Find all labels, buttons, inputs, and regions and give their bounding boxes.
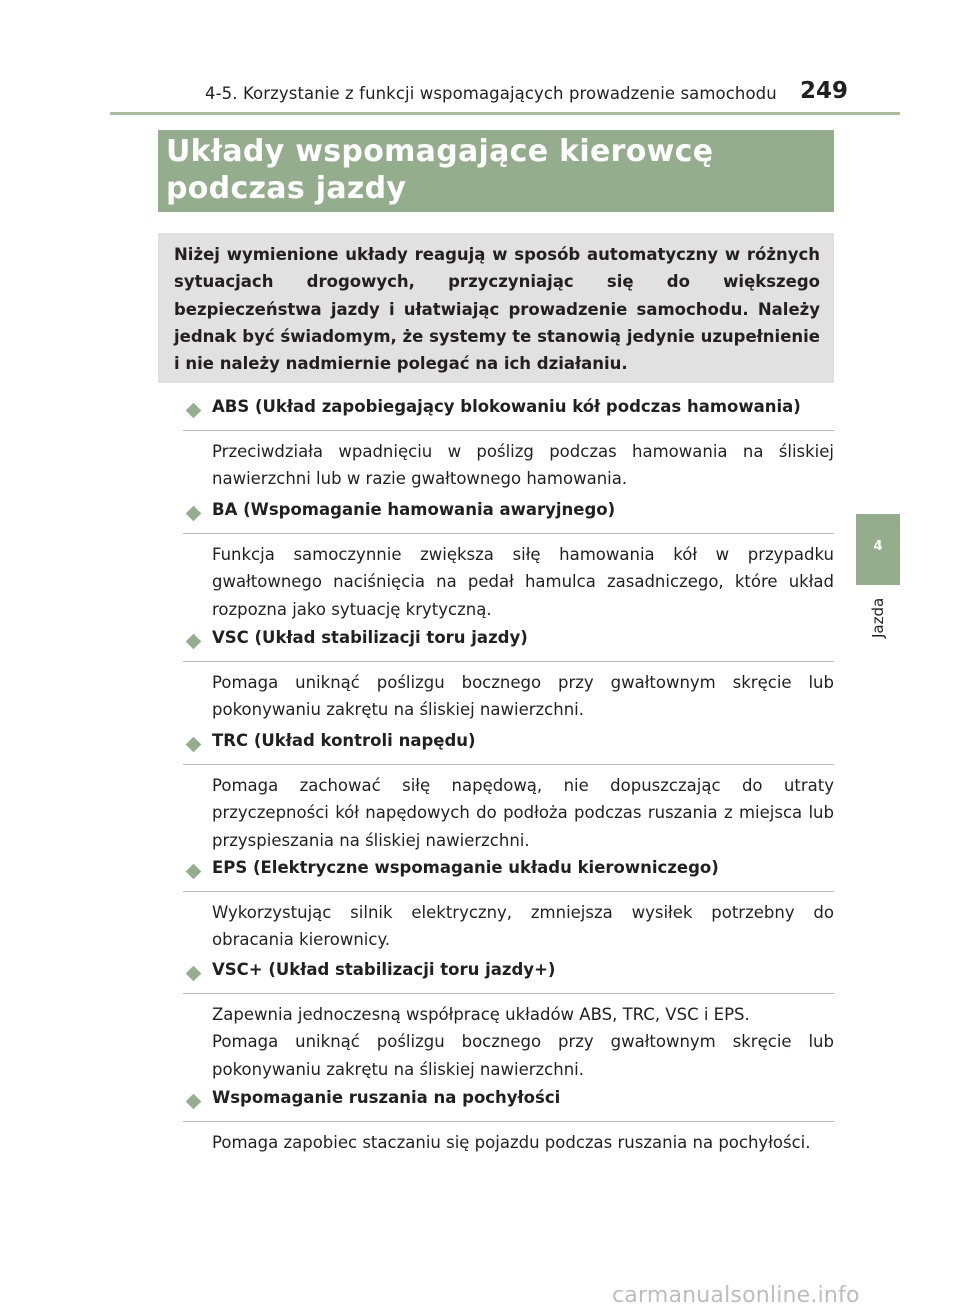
feature-heading (186, 395, 834, 431)
feature-heading (186, 626, 834, 662)
intro-text: Niżej wymienione układy reagują w sposób automatyczny w różnych sytuacjach drogowych, przyczyniając się do większego bezpieczeństwa jazdy i ułatwiając prowadzenie samochodu. Należy jednak być świadomym, że systemy te stanowią jedynie uzupełnienie i nie należy nadmiernie polegać na ich działaniu. (174, 245, 820, 374)
feature-title: ABS (Układ zapobiegający blokowaniu kół podczas hamowania) (212, 397, 801, 416)
feature-title: VSC+ (Układ stabilizacji toru jazdy+) (212, 960, 556, 979)
feature-divider (183, 993, 834, 994)
feature-divider (183, 891, 834, 892)
page-number: 249 (800, 78, 849, 104)
feature-description: Pomaga uniknąć poślizgu bocznego przy gwałtownym skręcie lub pokonywaniu zakrętu na śliskiej nawierzchni. (212, 673, 834, 720)
diamond-bullet-icon (186, 864, 202, 880)
page-title-line-1: Układy wspomagające kierowcę (166, 134, 714, 169)
feature-description: Pomaga zapobiec staczaniu się pojazdu podczas ruszania na pochyłości. (212, 1133, 811, 1152)
feature-description: Funkcja samoczynnie zwiększa siłę hamowania kół w przypadku gwałtownego naciśnięcia na pedał hamulca zasadniczego, które układ rozpozna jako sytuację krytyczną. (212, 545, 834, 619)
feature-title: VSC (Układ stabilizacji toru jazdy) (212, 628, 528, 647)
page-title (166, 133, 713, 207)
feature-heading (186, 856, 834, 892)
feature-description: Przeciwdziała wpadnięciu w poślizg podczas hamowania na śliskiej nawierzchni lub w razie gwałtownego hamowania. (212, 442, 834, 489)
feature-heading (186, 1086, 834, 1122)
feature-title: TRC (Układ kontroli napędu) (212, 731, 476, 750)
intro-box (158, 233, 834, 383)
feature-title: EPS (Elektryczne wspomaganie układu kierowniczego) (212, 858, 719, 877)
diamond-bullet-icon (186, 634, 202, 650)
feature-title: Wspomaganie ruszania na pochyłości (212, 1088, 561, 1107)
section-title: 4-5. Korzystanie z funkcji wspomagających prowadzenie samochodu (205, 84, 777, 103)
feature-description: Pomaga zachować siłę napędową, nie dopuszczając do utraty przyczepności kół napędowych do podłoża podczas ruszania z miejsca lub przyspieszania na śliskiej nawierzchni. (212, 776, 834, 850)
feature-heading (186, 958, 834, 994)
feature-divider (183, 533, 834, 534)
feature-divider (183, 430, 834, 431)
header-divider (110, 112, 900, 115)
feature-divider (183, 764, 834, 765)
feature-divider (183, 661, 834, 662)
page-title-banner (158, 130, 834, 212)
feature-description-line: Pomaga uniknąć poślizgu bocznego przy gwałtownym skręcie lub pokonywaniu zakrętu na śliskiej nawierzchni. (212, 1032, 834, 1079)
diamond-bullet-icon (186, 403, 202, 419)
page-title-line-2: podczas jazdy (166, 171, 407, 206)
feature-divider (183, 1121, 834, 1122)
diamond-bullet-icon (186, 737, 202, 753)
feature-description: Wykorzystując silnik elektryczny, zmniejsza wysiłek potrzebny do obracania kierownicy. (212, 903, 834, 950)
feature-description-line: Zapewnia jednoczesną współpracę układów ABS, TRC, VSC i EPS. (212, 1005, 750, 1024)
chapter-tab (856, 514, 900, 585)
feature-heading (186, 498, 834, 534)
feature-title: BA (Wspomaganie hamowania awaryjnego) (212, 500, 616, 519)
diamond-bullet-icon (186, 966, 202, 982)
chapter-label: Jazda (869, 598, 887, 639)
feature-description (212, 1001, 834, 1083)
diamond-bullet-icon (186, 1094, 202, 1110)
diamond-bullet-icon (186, 506, 202, 522)
watermark: carmanualsonline.info (612, 1283, 860, 1308)
feature-heading (186, 729, 834, 765)
chapter-number: 4 (873, 539, 883, 554)
